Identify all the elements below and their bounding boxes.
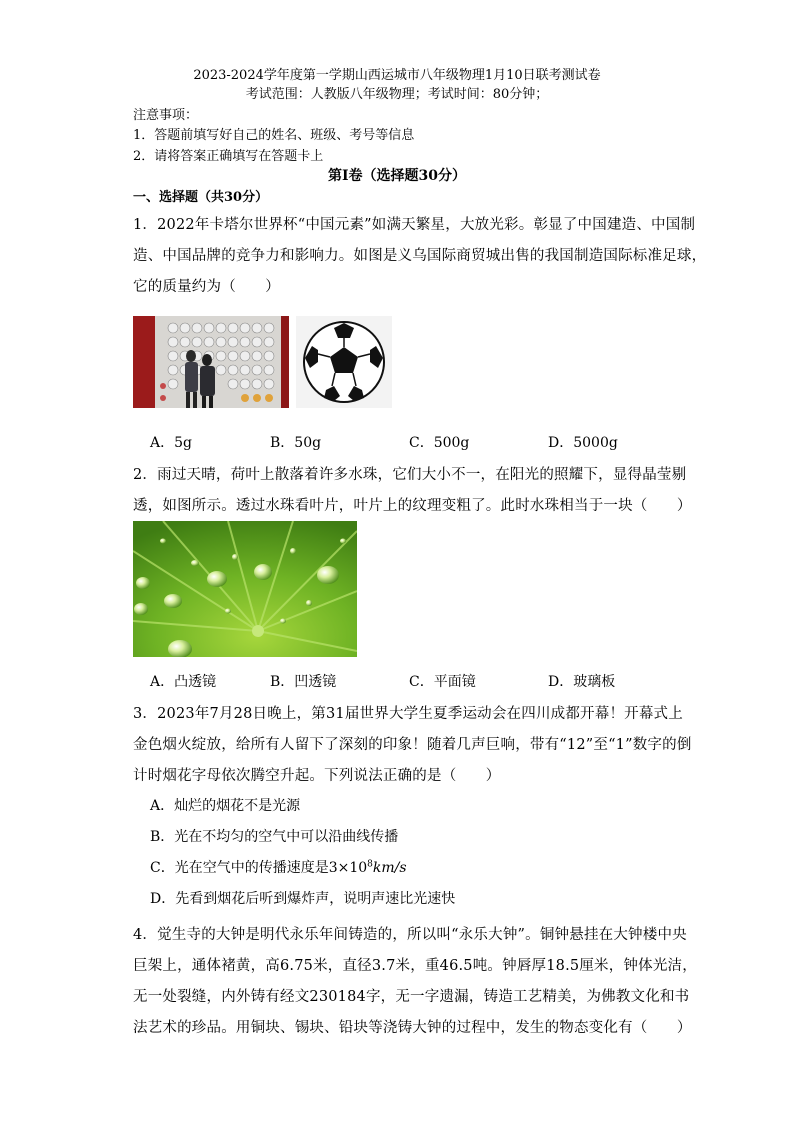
option-a[interactable]: A．5g <box>150 435 192 451</box>
exam-title: 2023-2024学年度第一学期山西运城市八年级物理1月10日联考测试卷 <box>193 68 601 83</box>
option-c-unit: km/s <box>372 860 407 876</box>
option-b[interactable]: B．凹透镜 <box>270 674 337 690</box>
question-line: 无一处裂缝，内外铸有经文230184字，无一字遗漏，铸造工艺精美，为佛教文化和书 <box>133 989 690 1005</box>
option-b[interactable]: B．光在不均匀的空气中可以沿曲线传播 <box>150 829 399 845</box>
question-line: 造、中国品牌的竞争力和影响力。如图是义乌国际商贸城出售的我国制造国际标准足球， <box>133 248 707 264</box>
question-line: 巨架上，通体褚黄，高6.75米，直径3.7米，重46.5吨。钟唇厚18.5厘米，钟体光洁， <box>133 958 697 974</box>
option-c[interactable]: C．500g <box>409 435 470 451</box>
option-d[interactable]: D．玻璃板 <box>548 674 616 690</box>
question-line: 金色烟火绽放，给所有人留下了深刻的印象！随着几声巨响，带有“12”至“1”数字的倒 <box>133 737 692 753</box>
soccer-ball-image <box>296 316 392 408</box>
option-b[interactable]: B．50g <box>270 435 322 451</box>
question-line: 法艺术的珍品。用铜块、锡块、铅块等浇铸大钟的过程中，发生的物态变化有（ ） <box>133 1020 692 1036</box>
part-title: 一、选择题（共30分） <box>133 190 269 205</box>
volume-title: 第I卷（选择题30分） <box>327 168 467 184</box>
exam-subtitle: 考试范围：人教版八年级物理；考试时间：80分钟； <box>245 87 549 102</box>
option-a[interactable]: A．凸透镜 <box>150 674 217 690</box>
option-d[interactable]: D．5000g <box>548 435 618 451</box>
option-c[interactable] <box>150 857 407 877</box>
notice-heading: 注意事项： <box>133 108 199 123</box>
question-line: 4．觉生寺的大钟是明代永乐年间铸造的，所以叫“永乐大钟”。铜钟悬挂在大钟楼中央 <box>133 927 687 943</box>
question-line: 计时烟花字母依次腾空升起。下列说法正确的是（ ） <box>133 768 501 784</box>
options-row <box>150 671 750 691</box>
question-line: 透，如图所示。透过水珠看叶片，叶片上的纹理变粗了。此时水珠相当于一块（ ） <box>133 498 692 514</box>
lotus-leaf-image <box>133 521 357 657</box>
question-line: 2．雨过天晴，荷叶上散落着许多水珠，它们大小不一，在阳光的照耀下，显得晶莹剔 <box>133 467 687 483</box>
notice-item: 2．请将答案正确填写在答题卡上 <box>133 149 324 164</box>
question-line: 1．2022年卡塔尔世界杯“中国元素”如满天繁星，大放光彩。彰显了中国建造、中国制 <box>133 217 696 233</box>
option-c-text: C．光在空气中的传播速度是3×10 <box>150 860 368 876</box>
option-d[interactable]: D．先看到烟花后听到爆炸声，说明声速比光速快 <box>150 891 456 907</box>
question-line: 3．2023年7月28日晚上，第31届世界大学生夏季运动会在四川成都开幕！开幕式上 <box>133 706 683 722</box>
question-line: 它的质量约为（ ） <box>133 279 280 295</box>
notice-item: 1．答题前填写好自己的姓名、班级、考号等信息 <box>133 128 415 143</box>
option-a[interactable]: A．灿烂的烟花不是光源 <box>150 798 301 814</box>
option-c-exponent: 8 <box>367 859 373 870</box>
option-c[interactable]: C．平面镜 <box>409 674 476 690</box>
mall-photo <box>133 316 289 408</box>
options-row <box>150 432 750 452</box>
